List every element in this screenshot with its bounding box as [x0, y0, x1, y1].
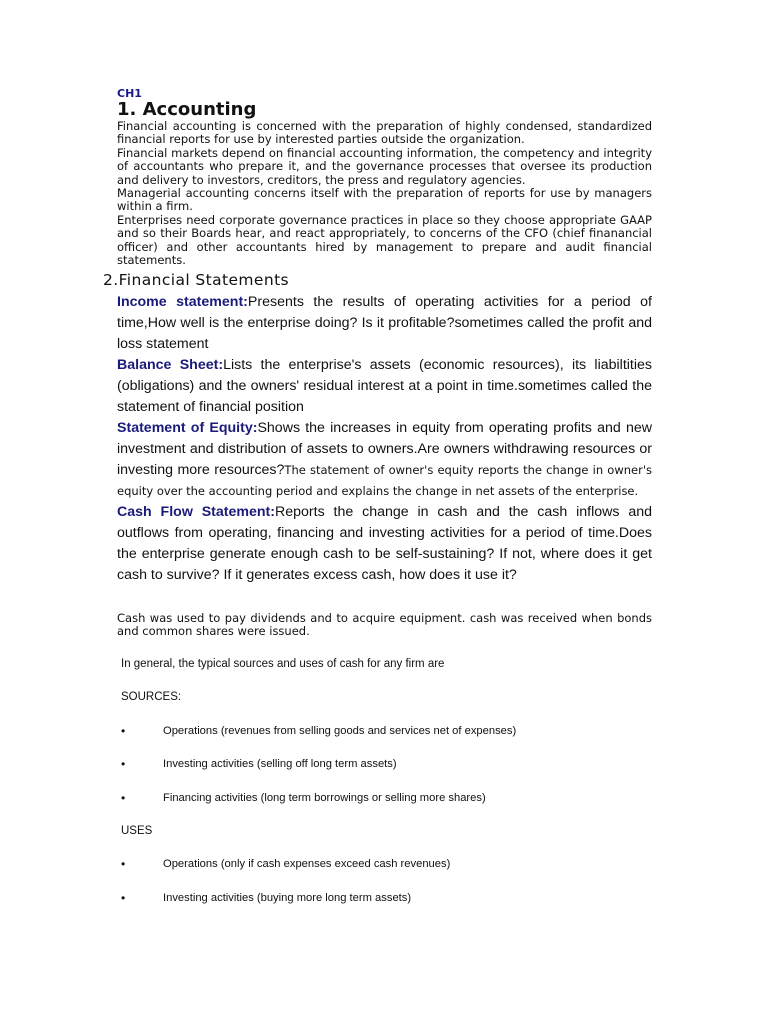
sources-uses-intro: In general, the typical sources and uses of cash for any firm are [121, 658, 445, 670]
chapter-label: CH1 [117, 87, 142, 100]
statement-cash-flow [117, 502, 652, 586]
term-note: The statement of owner's equity reports the change in owner's equity over the accounting period and explains the change in net assets of the enterprise. [117, 463, 652, 498]
list-item-text: Investing activities (buying more long term assets) [163, 892, 412, 904]
paragraph: Managerial accounting concerns itself with the preparation of reports for use by managers within a firm. [117, 186, 652, 214]
sources-label: SOURCES: [121, 691, 182, 703]
bullet-icon: • [121, 791, 126, 805]
term-label: Income statement: [117, 294, 248, 310]
bullet-icon: • [121, 757, 126, 771]
bullet-icon: • [121, 724, 126, 738]
bullet-icon: • [121, 857, 126, 871]
statement-balance-sheet [117, 355, 652, 418]
bullet-icon: • [121, 891, 126, 905]
section-heading-financial-statements: 2.Financial Statements [103, 271, 290, 289]
term-description: Lists the enterprise's assets (economic resources), its liabiltities (obligations) and the owners' residual interest at a point in time.sometimes called the statement of financial position [117, 357, 652, 415]
term-description: Presents the results of operating activities for a period of time,How well is the enterprise doing? Is it profitable?sometimes called the profit and loss statement [117, 294, 652, 352]
accounting-paragraphs [117, 120, 652, 267]
financial-statements-list [117, 292, 652, 586]
term-label: Cash Flow Statement: [117, 504, 276, 520]
list-item-text: Operations (revenues from selling goods and services net of expenses) [163, 725, 517, 737]
list-item-text: Investing activities (selling off long term assets) [163, 758, 397, 770]
term-description: Shows the increases in equity from operating profits and new investment and distribution of assets to owners.Are owners withdrawing resources or investing more resources? [117, 420, 652, 478]
cash-note: Cash was used to pay dividends and to acquire equipment. cash was received when bonds and common shares were issued. [117, 611, 652, 639]
list-item-text: Operations (only if cash expenses exceed cash revenues) [163, 858, 451, 870]
list-item-text: Financing activities (long term borrowings or selling more shares) [163, 792, 486, 804]
term-label: Balance Sheet: [117, 357, 224, 373]
section-heading-accounting: 1. Accounting [117, 99, 257, 120]
paragraph: Financial markets depend on financial accounting information, the competency and integrity of accountants who prepare it, and the governance processes that oversee its production and delivery to investors, creditors, the press and regulatory agencies. [117, 145, 652, 187]
uses-label: USES [121, 825, 153, 837]
statement-equity [117, 418, 652, 502]
statement-income [117, 292, 652, 355]
term-description: Reports the change in cash and the cash inflows and outflows from operating, financing and investing activities for a period of time.Does the enterprise generate enough cash to be self-sustaining? If not, where does it get cash to survive? If it generates excess cash, how does it use it? [117, 504, 652, 583]
term-label: Statement of Equity: [117, 420, 258, 436]
paragraph: Financial accounting is concerned with the preparation of highly condensed, standardized financial reports for use by interested parties outside the organization. [117, 119, 652, 147]
paragraph: Enterprises need corporate governance practices in place so they choose appropriate GAAP and so their Boards hear, and react appropriately, to concerns of the CFO (chief finanancial officer) and other accountants hired by management to prepare and audit financial statements. [117, 212, 652, 268]
